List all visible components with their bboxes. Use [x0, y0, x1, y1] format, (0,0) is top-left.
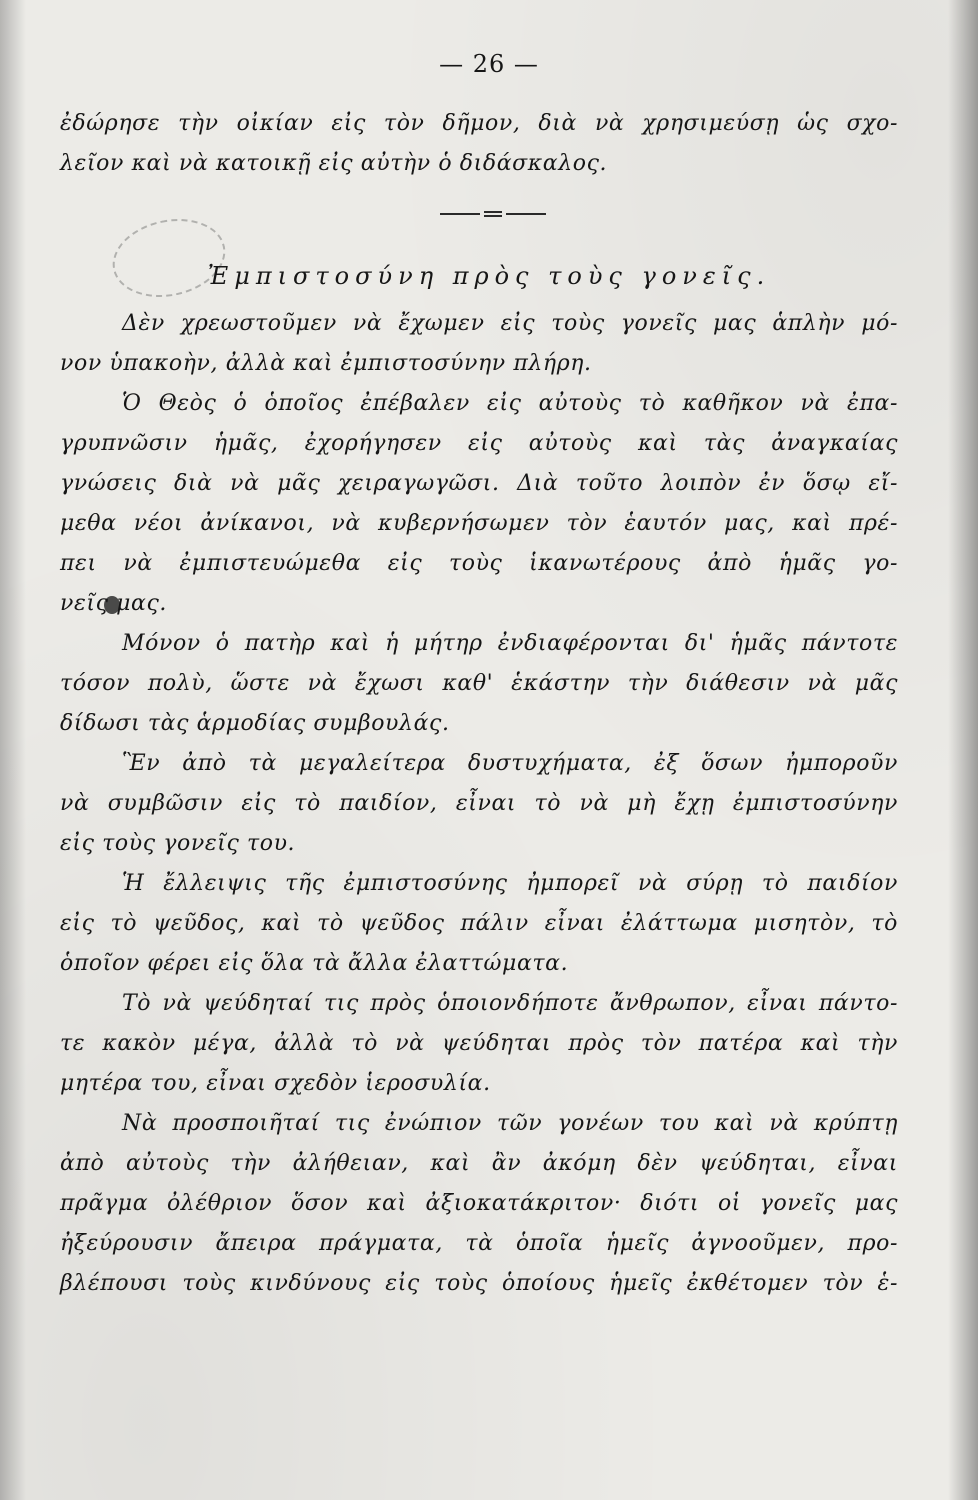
text-line: ἐδώρησε τὴν οἰκίαν εἰς τὸν δῆμον, διὰ νὰ χρησιμεύσῃ ὡς σχο- — [60, 111, 898, 136]
text-line: Δὲν χρεωστοῦμεν νὰ ἔχωμεν εἰς τοὺς γονεῖς μας ἁπλὴν μό- — [122, 311, 898, 336]
text-line: δίδωσι τὰς ἁρμοδίας συμβουλάς. — [60, 711, 450, 736]
text-line: Ὁ Θεὸς ὁ ὁποῖος ἐπέβαλεν εἰς αὐτοὺς τὸ καθῆκον νὰ ἐπα- — [122, 391, 898, 416]
text-line: βλέπουσι τοὺς κινδύνους εἰς τοὺς ὁποίους ἡμεῖς ἐκθέτομεν τὸν ἑ- — [60, 1271, 898, 1296]
text-line: λεῖον καὶ νὰ κατοικῇ εἰς αὐτὴν ὁ διδάσκαλος. — [60, 151, 608, 176]
text-line: ἠξεύρουσιν ἄπειρα πράγματα, τὰ ὁποῖα ἡμεῖς ἀγνοοῦμεν, προ- — [60, 1231, 898, 1256]
text-line: εἰς τὸ ψεῦδος, καὶ τὸ ψεῦδος πάλιν εἶναι ἐλάττωμα μισητὸν, τὸ — [60, 911, 898, 936]
text-line: εἰς τοὺς γονεῖς του. — [60, 831, 296, 856]
text-line: πρᾶγμα ὀλέθριον ὅσον καὶ ἀξιοκατάκριτον· διότι οἱ γονεῖς μας — [60, 1191, 898, 1216]
text-line: ὁποῖον φέρει εἰς ὅλα τὰ ἄλλα ἐλαττώματα. — [60, 951, 569, 976]
text-line: τε κακὸν μέγα, ἀλλὰ τὸ νὰ ψεύδηται πρὸς τὸν πατέρα καὶ τὴν — [60, 1031, 898, 1056]
section-heading: Ἐμπιστοσύνη πρὸς τοὺς γονεῖς. — [207, 262, 771, 290]
text-line: γνώσεις διὰ νὰ μᾶς χειραγωγῶσι. Διὰ τοῦτο λοιπὸν ἐν ὅσῳ εἴ- — [60, 471, 898, 496]
text-line: μητέρα του, εἶναι σχεδὸν ἱεροσυλία. — [60, 1071, 491, 1096]
text-line: νον ὑπακοὴν, ἀλλὰ καὶ ἐμπιστοσύνην πλήρη. — [60, 351, 592, 376]
text-line: Μόνον ὁ πατὴρ καὶ ἡ μήτηρ ἐνδιαφέρονται δι' ἡμᾶς πάντοτε — [122, 631, 898, 656]
body-text — [60, 104, 898, 1304]
text-line — [60, 264, 898, 304]
text-line: Ἡ ἔλλειψις τῆς ἐμπιστοσύνης ἠμπορεῖ νὰ σύρῃ τὸ παιδίον — [122, 871, 898, 896]
page-edge-shadow-right — [948, 0, 978, 1500]
text-line — [60, 184, 898, 224]
text-line: γρυπνῶσιν ἡμᾶς, ἐχορήγησεν εἰς αὐτοὺς καὶ τὰς ἀναγκαίας — [60, 431, 898, 456]
page-number: — 26 — — [439, 50, 539, 78]
text-line: πει νὰ ἐμπιστευώμεθα εἰς τοὺς ἱκανωτέρους ἀπὸ ἡμᾶς γο- — [60, 551, 898, 576]
text-line: Νὰ προσποιῆταί τις ἐνώπιον τῶν γονέων του καὶ νὰ κρύπτῃ — [122, 1111, 898, 1136]
text-line: τόσον πολὺ, ὥστε νὰ ἔχωσι καθ' ἑκάστην τὴν διάθεσιν νὰ μᾶς — [60, 671, 898, 696]
text-line: νὰ συμβῶσιν εἰς τὸ παιδίον, εἶναι τὸ νὰ μὴ ἔχῃ ἐμπιστοσύνην — [60, 791, 898, 816]
text-line: ἀπὸ αὐτοὺς τὴν ἀλήθειαν, καὶ ἂν ἀκόμη δὲν ψεύδηται, εἶναι — [60, 1151, 898, 1176]
text-line: μεθα νέοι ἀνίκανοι, νὰ κυβερνήσωμεν τὸν ἑαυτόν μας, καὶ πρέ- — [60, 511, 898, 536]
text-line: Ἓν ἀπὸ τὰ μεγαλείτερα δυστυχήματα, ἐξ ὅσων ἠμποροῦν — [122, 751, 898, 776]
text-line — [60, 224, 898, 264]
text-line: νεῖς μας. — [60, 591, 167, 616]
page-edge-shadow-left — [0, 0, 26, 1500]
text-line: Τὸ νὰ ψεύδηταί τις πρὸς ὁποιονδήποτε ἄνθρωπον, εἶναι πάντο- — [122, 991, 898, 1016]
